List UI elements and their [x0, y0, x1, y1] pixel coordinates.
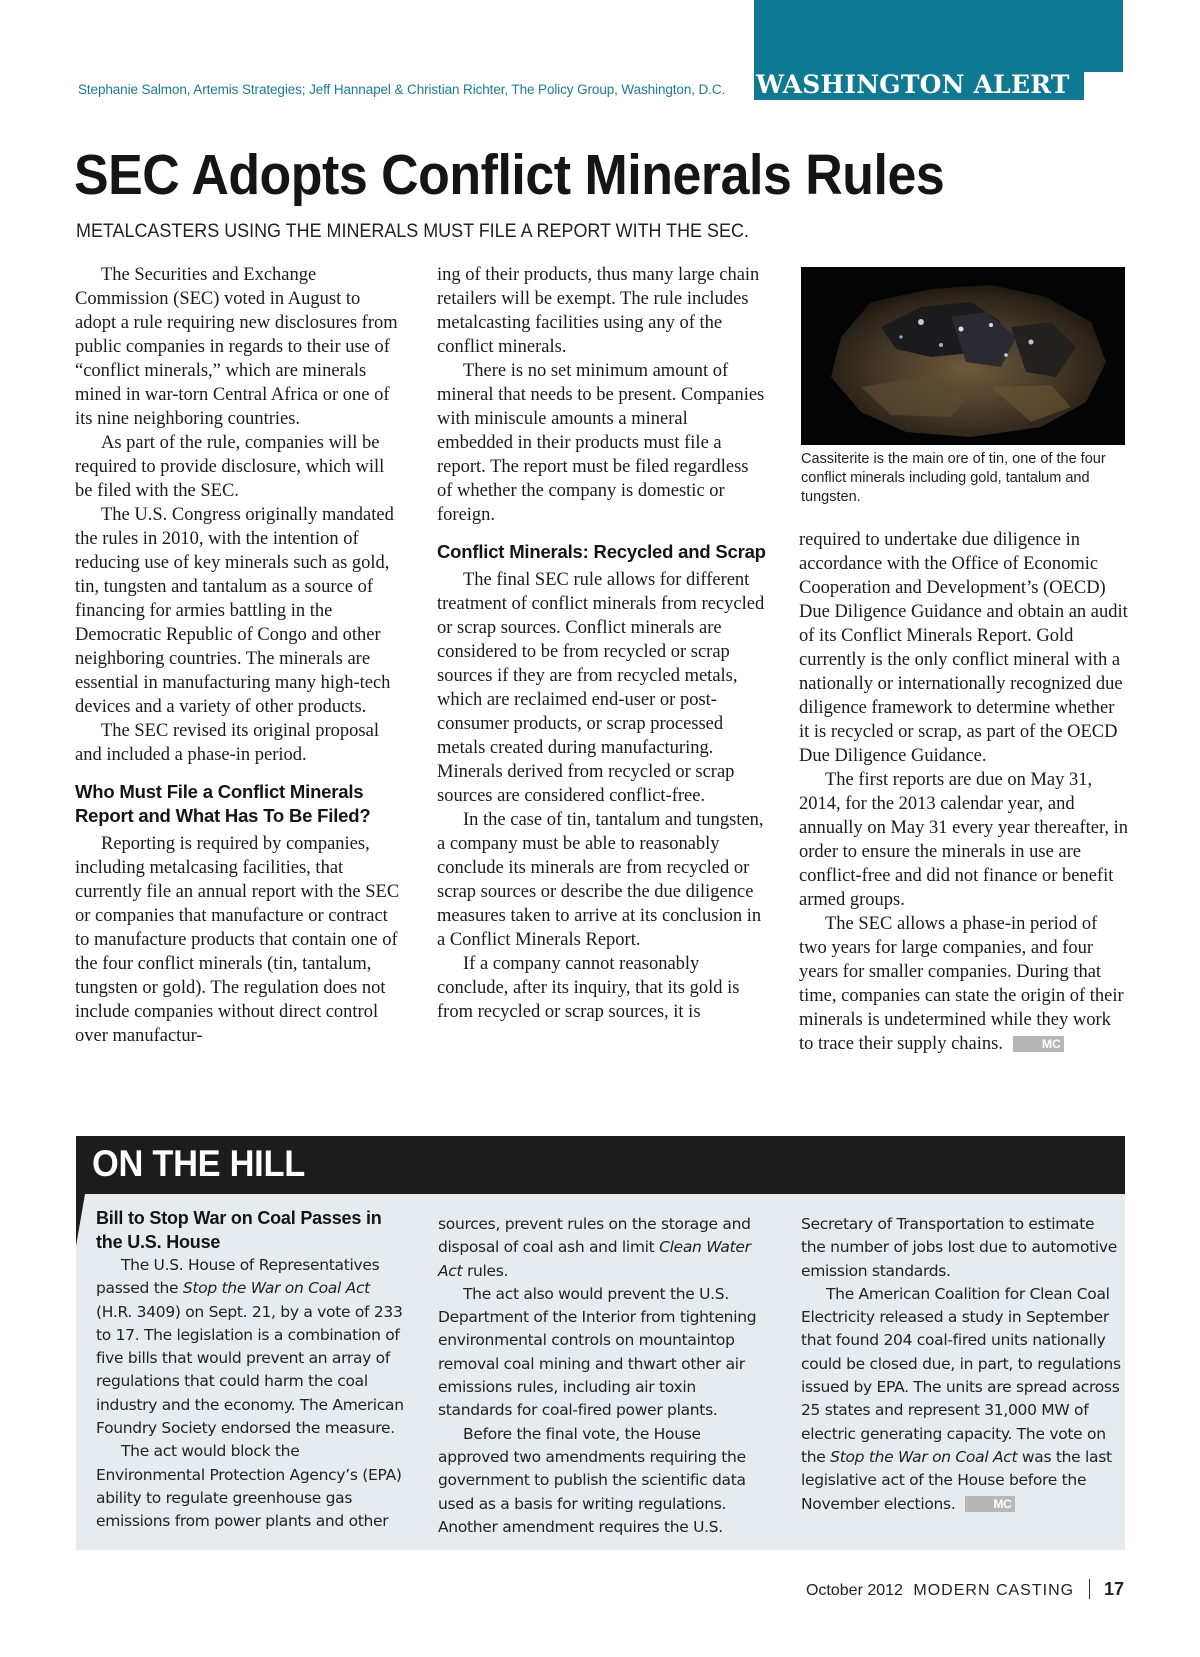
italic-title: Clean Water Act: [438, 1238, 751, 1280]
sidebar-column-3: [801, 1213, 1123, 1516]
text-run: The American Coalition for Clean Coal Electricity released a study in September that found 204 coal-fired units nationally could be closed due, in part, to regulations issued by EPA. The units are spread across 25 states and represent 31,000 MW of electric generating capacity. The vote on the: [801, 1284, 1121, 1466]
end-mark-badge: MC: [965, 1496, 1014, 1512]
paragraph: The first reports are due on May 31, 2014, for the 2013 calendar year, and annually on May 31 every year thereafter, in order to ensure the minerals in use are conflict-free and did not finance or benefit armed groups.: [799, 770, 1129, 910]
page-footer: [806, 1579, 1124, 1600]
publication-name: MODERN CASTING: [913, 1582, 1075, 1599]
paragraph: The act also would prevent the U.S. Department of the Interior from tightening environmental controls on mountaintop removal coal mining and thwart other air emissions rules, including air toxin standards for coal-fired power plants.: [438, 1284, 757, 1420]
end-mark-badge: MC: [1013, 1036, 1064, 1052]
paragraph: The SEC revised its original proposal and included a phase-in period.: [75, 721, 379, 765]
article-column-3: [799, 528, 1129, 1056]
issue-date: October 2012: [805, 1582, 903, 1599]
paragraph: The Securities and Exchange Commission (SEC) voted in August to adopt a rule requiring new disclosures from public companies in regards to their use of “conflict minerals,” which are minerals mined in war-torn Central Africa or one of its nine neighboring countries.: [75, 265, 398, 429]
italic-title: Stop the War on Coal Act: [182, 1279, 370, 1298]
paragraph: As part of the rule, companies will be required to provide disclosure, which will be filed with the SEC.: [75, 433, 385, 501]
paragraph: [438, 1213, 768, 1283]
article-column-1: [75, 263, 405, 1048]
paragraph: [799, 912, 1129, 1056]
text-run: was the last legislative act of the House before the November elections.: [801, 1447, 1112, 1513]
section-heading: Who Must File a Conflict Minerals Report and What Has To Be Filed?: [75, 781, 371, 826]
italic-title: Stop the War on Coal Act: [830, 1447, 1018, 1466]
text-run: sources, prevent rules on the storage and disposal of coal ash and limit: [438, 1215, 751, 1257]
page-number: 17: [1103, 1579, 1124, 1599]
sidebar-headline: Bill to Stop War on Coal Passes in the U.S. House: [96, 1208, 382, 1252]
paragraph: The act would block the Environmental Protection Agency’s (EPA) ability to regulate greenhouse gas emissions from power plants and other: [96, 1442, 402, 1531]
paragraph: Reporting is required by companies, including metalcasing facilities, that currently file an annual report with the SEC or companies that manufacture or contract to manufacture products that contain one of the four conflict minerals (tin, tantalum, tungsten or gold). The regulation does not include companies without direct control over manufactur-: [75, 834, 400, 1046]
paragraph: Before the final vote, the House approved two amendments requiring the government to publish the scientific data used as a basis for writing regulations. Another amendment requires the U.S.: [438, 1424, 746, 1536]
text-run: The U.S. House of Representatives passed the: [96, 1256, 380, 1298]
sidebar-column-2: [438, 1213, 768, 1539]
footer-divider: [1089, 1579, 1090, 1599]
section-heading: Conflict Minerals: Recycled and Scrap: [437, 541, 766, 562]
sidebar-column-1: [96, 1206, 406, 1534]
text-run: (H.R. 3409) on Sept. 21, by a vote of 233 to 17. The legislation is a combination of five bills that would prevent an array of regulations that could harm the coal industry and the economy. The American Foundry Society endorsed the measure.: [96, 1302, 404, 1438]
paragraph: [801, 1283, 1123, 1516]
cassiterite-photo: [801, 267, 1125, 445]
article-title: SEC Adopts Conflict Minerals Rules: [74, 143, 945, 207]
article-subtitle: METALCASTERS USING THE MINERALS MUST FILE A REPORT WITH THE SEC.: [76, 220, 749, 242]
paragraph: There is no set minimum amount of mineral that needs to be present. Companies with miniscule amounts a mineral embedded in their products must file a report. The report must be filed regardless of whether the company is domestic or foreign.: [437, 361, 765, 525]
section-banner-strip: [754, 72, 1123, 102]
sidebar-header-notch: [76, 1194, 85, 1246]
paragraph: In the case of tin, tantalum and tungsten, a company must be able to reasonably conclude its minerals are from recycled or scrap sources or describe the due diligence measures taken to arrive at its conclusion in a Conflict Minerals Report.: [437, 810, 764, 950]
article-column-2: [437, 263, 767, 1024]
sidebar-title: ON THE HILL: [92, 1143, 305, 1184]
paragraph: required to undertake due diligence in accordance with the Office of Economic Cooperation and Development’s (OECD) Due Diligence Guidance and obtain an audit of its Conflict Minerals Report. Gold currently is the only conflict mineral with a nationally or internationally recognized due diligence framework to determine whether it is recycled or scrap, as part of the OECD Due Diligence Guidance.: [799, 530, 1128, 766]
text-run: rules.: [462, 1261, 509, 1280]
byline: Stephanie Salmon, Artemis Strategies; Jeff Hannapel & Christian Richter, The Policy Group, Washington, D.C.: [78, 82, 726, 97]
paragraph: ing of their products, thus many large chain retailers will be exempt. The rule includes metalcasting facilities using any of the conflict minerals.: [437, 265, 760, 357]
paragraph: Secretary of Transportation to estimate the number of jobs lost due to automotive emission standards.: [801, 1215, 1118, 1280]
paragraph: The U.S. Congress originally mandated the rules in 2010, with the intention of reducing use of key minerals such as gold, tin, tungsten and tantalum as a source of financing for armies battling in the Democratic Republic of Congo and other neighboring countries. The minerals are essential in manufacturing many high-tech devices and a variety of other products.: [75, 505, 394, 717]
paragraph-text: The SEC allows a phase-in period of two years for large companies, and four years for smaller companies. During that time, companies can state the origin of their minerals is undetermined while they work to trace their supply chains.: [799, 914, 1124, 1054]
paragraph: [96, 1254, 406, 1440]
photo-caption: Cassiterite is the main ore of tin, one of the four conflict minerals including gold, tantalum and tungsten.: [801, 451, 1106, 505]
paragraph: If a company cannot reasonably conclude, after its inquiry, that its gold is from recycled or scrap sources, it is: [437, 954, 740, 1022]
section-label: WASHINGTON ALERT: [754, 70, 1084, 100]
paragraph: The final SEC rule allows for different treatment of conflict minerals from recycled or scrap sources. Conflict minerals are considered to be from recycled or scrap sources if they are from recycled metals, which are reclaimed end-user or post-consumer products, or scrap processed metals created during manufacturing. Minerals derived from recycled or scrap sources are considered conflict-free.: [437, 570, 765, 806]
